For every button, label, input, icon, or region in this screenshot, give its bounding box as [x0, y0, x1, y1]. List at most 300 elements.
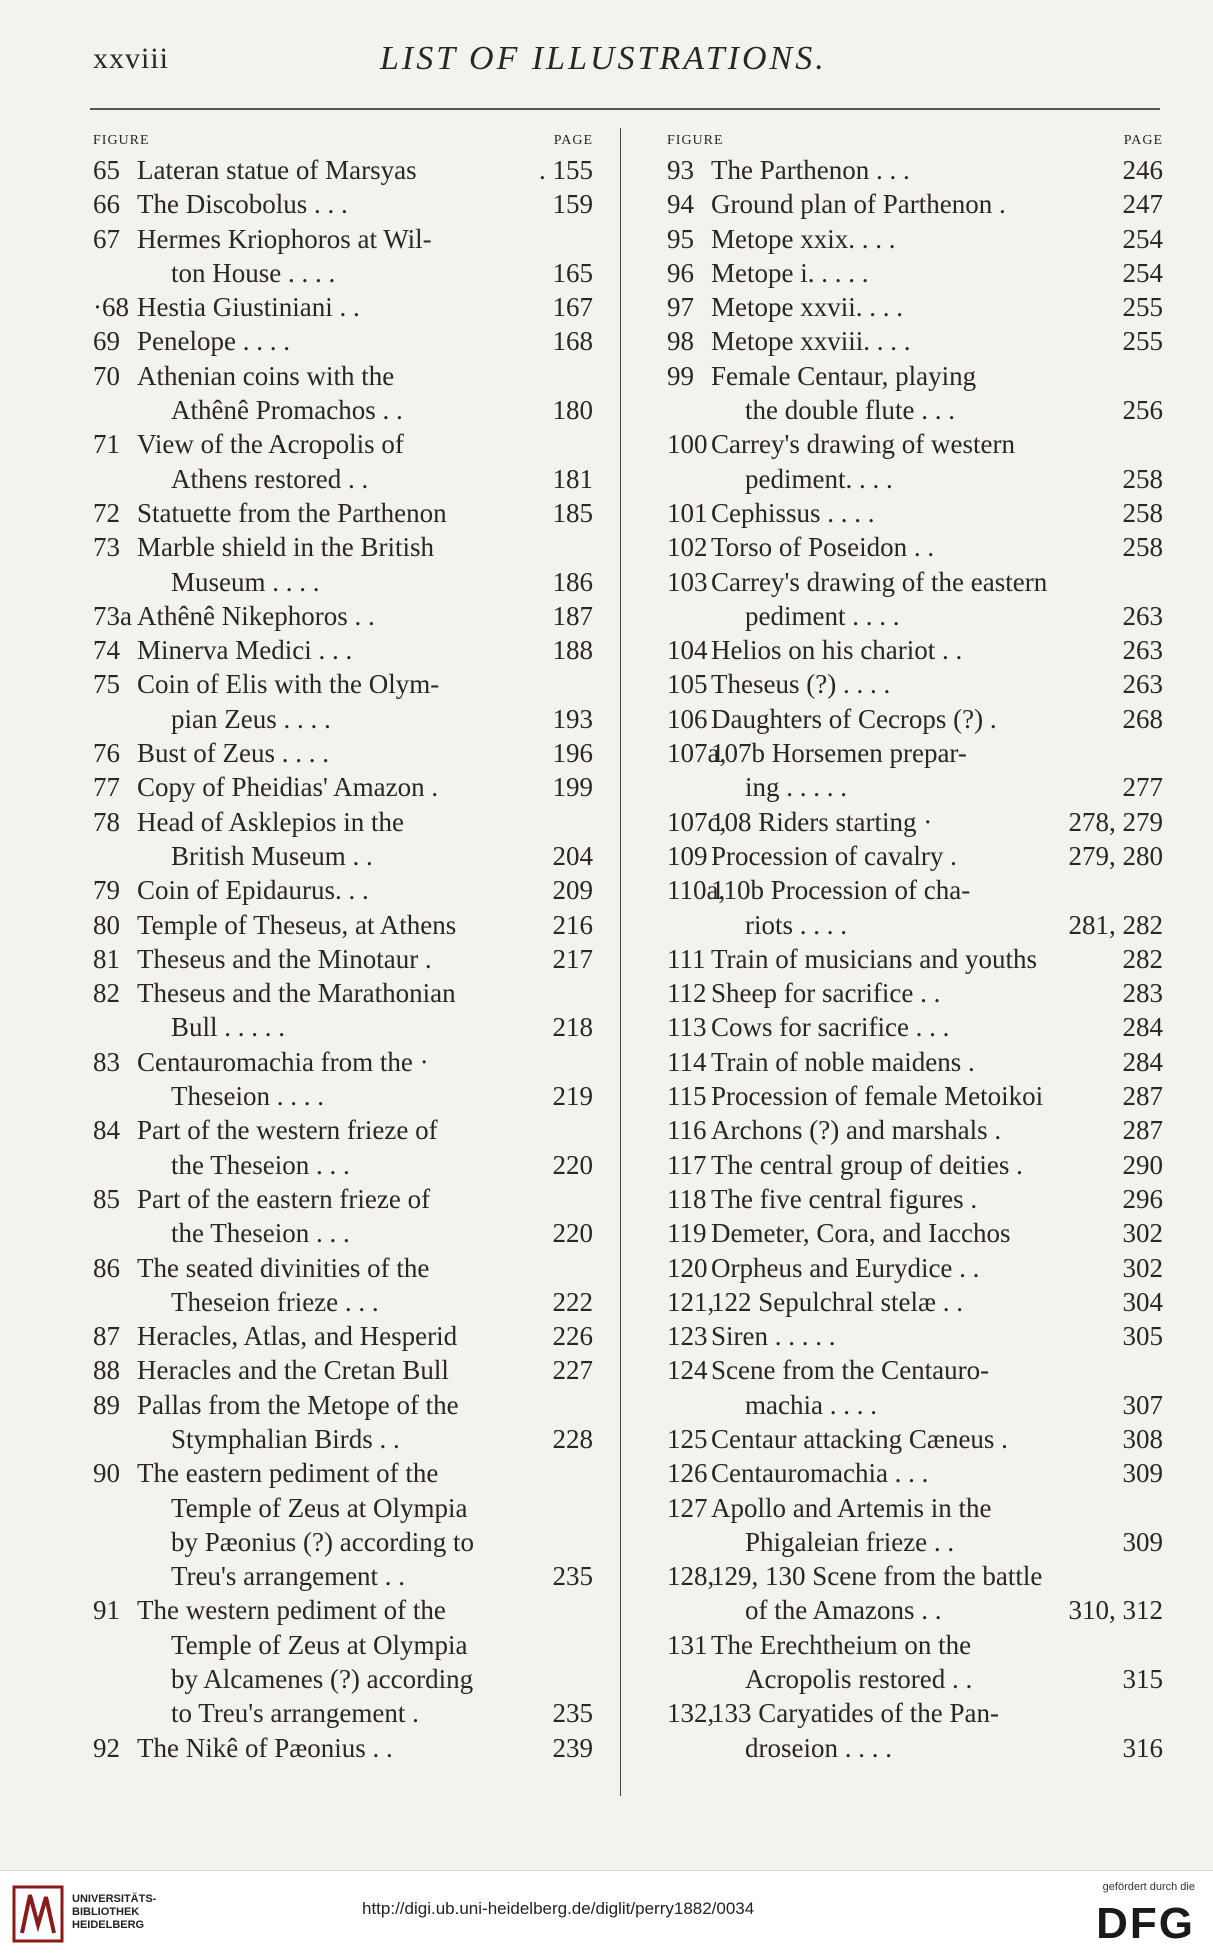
- page-reference: 239: [552, 1732, 593, 1763]
- figure-number: 78: [93, 806, 120, 837]
- list-entry-line: [93, 873, 593, 907]
- list-entry-line: [93, 565, 593, 599]
- funding-note: gefördert durch die: [1102, 1881, 1195, 1893]
- figure-number: 112: [667, 978, 707, 1009]
- figure-caption: Phigaleian frieze . .: [745, 1526, 955, 1557]
- list-entry-line: [667, 1285, 1163, 1319]
- list-entry-line: [667, 702, 1163, 736]
- figure-number: ·68: [93, 292, 129, 323]
- figure-number: 67: [93, 223, 120, 254]
- page-reference: 235: [552, 1561, 593, 1592]
- page-reference: . 155: [539, 155, 593, 185]
- page-reference: 304: [1122, 1286, 1163, 1317]
- list-entry-line: [667, 770, 1163, 804]
- figure-caption: Orpheus and Eurydice . .: [711, 1252, 980, 1283]
- figure-caption: The Discobolus . . .: [137, 189, 348, 220]
- page-heading: PAGE: [553, 133, 593, 148]
- figure-number: [93, 1491, 137, 1525]
- list-entry-line: [667, 633, 1163, 667]
- page-reference: 254: [1122, 257, 1163, 288]
- list-entry-line: [667, 565, 1163, 599]
- figure-caption: Athênê Promachos . .: [171, 395, 403, 426]
- figure-caption: Procession of cavalry .: [711, 840, 957, 871]
- list-entry-line: [667, 187, 1163, 221]
- figure-caption: Athens restored . .: [171, 463, 369, 494]
- figure-caption: Carrey's drawing of the eastern: [711, 566, 1048, 597]
- list-entry-line: [667, 222, 1163, 256]
- figure-caption: the Theseion . . .: [171, 1218, 350, 1249]
- figure-caption: 122 Sepulchral stelæ . .: [711, 1286, 963, 1317]
- page-reference: 310, 312: [1068, 1595, 1163, 1626]
- figure-number: 100: [667, 429, 708, 460]
- figure-number: 83: [93, 1046, 120, 1077]
- list-entry-line: [93, 427, 593, 461]
- figure-number: [93, 1525, 137, 1559]
- figure-caption: Athênê Nikephoros . .: [137, 600, 375, 631]
- figure-number: 90: [93, 1458, 120, 1489]
- figure-number: [667, 462, 711, 496]
- page-reference: 308: [1122, 1423, 1163, 1454]
- figure-number: 69: [93, 326, 120, 357]
- page-reference: 263: [1122, 600, 1163, 631]
- figure-caption: Stymphalian Birds . .: [171, 1423, 400, 1454]
- page-reference: 222: [552, 1286, 593, 1317]
- figure-caption: Apollo and Artemis in the: [711, 1492, 992, 1523]
- figure-caption: The Nikê of Pæonius . .: [137, 1732, 393, 1763]
- list-entry-line: [93, 1456, 593, 1490]
- figure-caption: Temple of Theseus, at Athens: [137, 909, 457, 940]
- figure-number: 70: [93, 360, 120, 391]
- running-title: LIST OF ILLUSTRATIONS.: [380, 40, 827, 77]
- figure-number: [93, 839, 137, 873]
- figure-number: 82: [93, 978, 120, 1009]
- list-entry-line: [667, 1113, 1163, 1147]
- right-column-header: [667, 133, 1163, 153]
- page-reference: 247: [1122, 189, 1163, 220]
- figure-number: [667, 1593, 711, 1627]
- list-entry-line: [93, 805, 593, 839]
- figure-number: 116: [667, 1115, 707, 1146]
- figure-caption: Theseion frieze . . .: [171, 1286, 379, 1317]
- page-reference: 186: [552, 566, 593, 597]
- figure-number: [93, 1628, 137, 1662]
- list-entry-line: [93, 1353, 593, 1387]
- list-entry-line: [93, 187, 593, 221]
- list-entry-line: [93, 256, 593, 290]
- page-reference: 217: [552, 943, 593, 974]
- figure-caption: The eastern pediment of the: [137, 1458, 439, 1489]
- list-entry-line: [667, 427, 1163, 461]
- figure-caption: 133 Caryatides of the Pan-: [711, 1698, 999, 1729]
- list-entry-line: [667, 359, 1163, 393]
- figure-number: [93, 1079, 137, 1113]
- figure-number: 105: [667, 669, 708, 700]
- list-entry-line: [93, 1491, 593, 1525]
- figure-number: 124: [667, 1355, 708, 1386]
- university-library-logo-icon: [12, 1885, 64, 1943]
- list-entry-line: [667, 462, 1163, 496]
- left-column-header: [93, 133, 593, 153]
- page-reference: 209: [552, 875, 593, 906]
- page-reference: 188: [552, 635, 593, 666]
- column-divider: [620, 128, 621, 1796]
- page-reference: 302: [1122, 1218, 1163, 1249]
- figure-number: [93, 393, 137, 427]
- list-entry-line: [93, 1319, 593, 1353]
- figure-number: 98: [667, 326, 694, 357]
- figure-caption: Demeter, Cora, and Iacchos: [711, 1218, 1011, 1249]
- figure-number: [93, 1422, 137, 1456]
- figure-number: [93, 256, 137, 290]
- figure-caption: Minerva Medici . . .: [137, 635, 353, 666]
- page-reference: 284: [1122, 1046, 1163, 1077]
- figure-caption: Part of the western frieze of: [137, 1115, 438, 1146]
- figure-number: [667, 1731, 711, 1765]
- figure-number: 132,: [667, 1698, 715, 1729]
- figure-number: 111: [667, 943, 706, 974]
- list-entry-line: [93, 462, 593, 496]
- page-reference: 277: [1122, 772, 1163, 803]
- figure-number: 85: [93, 1183, 120, 1214]
- list-entry-line: [93, 324, 593, 358]
- figure-caption: Marble shield in the British: [137, 532, 434, 563]
- list-entry-line: [667, 599, 1163, 633]
- figure-number: [93, 1010, 137, 1044]
- figure-number: 99: [667, 360, 694, 391]
- figure-number: 81: [93, 943, 120, 974]
- figure-caption: Athenian coins with the: [137, 360, 395, 391]
- figure-number: [93, 462, 137, 496]
- figure-caption: The Parthenon . . .: [711, 155, 910, 185]
- figure-caption: riots . . . .: [745, 909, 848, 940]
- figure-caption: Lateran statue of Marsyas: [137, 155, 417, 185]
- figure-caption: British Museum . .: [171, 840, 373, 871]
- figure-number: 75: [93, 669, 120, 700]
- list-entry-line: [667, 530, 1163, 564]
- figure-caption: pediment . . . .: [745, 600, 900, 631]
- figure-caption: Coin of Epidaurus. . .: [137, 875, 369, 906]
- figure-caption: The seated divinities of the: [137, 1252, 430, 1283]
- figure-caption: Copy of Pheidias' Amazon .: [137, 772, 439, 803]
- list-entry-line: [93, 359, 593, 393]
- figure-number: 79: [93, 875, 120, 906]
- figure-number: 118: [667, 1183, 707, 1214]
- figure-caption: 107b Horsemen prepar-: [711, 738, 967, 769]
- figure-caption: The central group of deities .: [711, 1149, 1023, 1180]
- figure-number: 73a: [93, 600, 132, 631]
- list-entry-line: [93, 1662, 593, 1696]
- page-reference: 181: [552, 463, 593, 494]
- list-entry-line: [667, 908, 1163, 942]
- figure-number: 96: [667, 257, 694, 288]
- page-reference: 199: [552, 772, 593, 803]
- figure-caption: Pallas from the Metope of the: [137, 1389, 459, 1420]
- figure-number: [93, 702, 137, 736]
- figure-caption: Theseion . . . .: [171, 1081, 324, 1112]
- list-entry-line: [667, 1079, 1163, 1113]
- figure-caption: Torso of Poseidon . .: [711, 532, 935, 563]
- figure-number: 77: [93, 772, 120, 803]
- page-reference: 185: [552, 497, 593, 528]
- list-entry-line: [93, 908, 593, 942]
- list-entry-line: [93, 736, 593, 770]
- figure-caption: Train of musicians and youths: [711, 943, 1037, 974]
- page-reference: 282: [1122, 943, 1163, 974]
- figure-number: 117: [667, 1149, 707, 1180]
- list-entry-line: [667, 1491, 1163, 1525]
- page-reference: 287: [1122, 1081, 1163, 1112]
- list-entry-line: [93, 530, 593, 564]
- figure-number: 119: [667, 1218, 707, 1249]
- list-entry-line: [93, 1148, 593, 1182]
- figure-number: 91: [93, 1595, 120, 1626]
- figure-caption: Metope i. . . . .: [711, 257, 869, 288]
- page-reference: 256: [1122, 395, 1163, 426]
- list-entry-line: [93, 496, 593, 530]
- figure-number: 76: [93, 738, 120, 769]
- figure-number: [93, 1696, 137, 1730]
- figure-number: [667, 599, 711, 633]
- list-entry-line: [667, 1319, 1163, 1353]
- figure-number: 66: [93, 189, 120, 220]
- page-reference: 279, 280: [1068, 840, 1163, 871]
- page-reference: 263: [1122, 669, 1163, 700]
- list-entry-line: [667, 1662, 1163, 1696]
- list-entry-line: [93, 1113, 593, 1147]
- list-entry-line: [667, 1251, 1163, 1285]
- list-entry-line: [93, 599, 593, 633]
- page-reference: 309: [1122, 1458, 1163, 1489]
- figure-caption: Siren . . . . .: [711, 1321, 836, 1352]
- figure-number: [667, 1525, 711, 1559]
- figure-caption: Theseus (?) . . . .: [711, 669, 891, 700]
- page-reference: 216: [552, 909, 593, 940]
- figure-number: 121,: [667, 1286, 715, 1317]
- page-reference: 281, 282: [1068, 909, 1163, 940]
- list-entry-line: [93, 1079, 593, 1113]
- page-reference: 287: [1122, 1115, 1163, 1146]
- list-entry-line: [93, 153, 593, 187]
- page-reference: 315: [1122, 1664, 1163, 1695]
- page-reference: 283: [1122, 978, 1163, 1009]
- figure-number: 102: [667, 532, 708, 563]
- list-entry-line: [667, 256, 1163, 290]
- page-number: xxviii: [93, 42, 170, 75]
- list-entry-line: [93, 839, 593, 873]
- page-reference: 204: [552, 840, 593, 871]
- figure-number: 110a,: [667, 875, 726, 906]
- figure-caption: Centaur attacking Cæneus .: [711, 1423, 1008, 1454]
- figure-number: [93, 1148, 137, 1182]
- figure-number: [667, 393, 711, 427]
- figure-heading: FIGURE: [667, 133, 724, 148]
- figure-number: 73: [93, 532, 120, 563]
- list-entry-line: [667, 1593, 1163, 1627]
- list-entry-line: [667, 1628, 1163, 1662]
- figure-caption: Archons (?) and marshals .: [711, 1115, 1002, 1146]
- figure-number: 95: [667, 223, 694, 254]
- figure-caption: Temple of Zeus at Olympia: [171, 1492, 468, 1523]
- figure-caption: Metope xxix. . . .: [711, 223, 896, 254]
- figure-number: 126: [667, 1458, 708, 1489]
- figure-caption: Part of the eastern frieze of: [137, 1183, 431, 1214]
- page-reference: 258: [1122, 463, 1163, 494]
- page-heading: PAGE: [1123, 133, 1163, 148]
- figure-caption: the double flute . . .: [745, 395, 955, 426]
- figure-caption: Theseus and the Minotaur .: [137, 943, 432, 974]
- figure-number: [93, 565, 137, 599]
- figure-caption: Centauromachia from the ·: [137, 1046, 429, 1077]
- page-reference: 219: [552, 1081, 593, 1112]
- source-url-link[interactable]: http://digi.ub.uni-heidelberg.de/diglit/perry1882/0034: [362, 1899, 755, 1918]
- page-reference: 278, 279: [1068, 806, 1163, 837]
- figure-caption: Daughters of Cecrops (?) .: [711, 703, 997, 734]
- page-reference: 296: [1122, 1183, 1163, 1214]
- page-reference: 193: [552, 703, 593, 734]
- list-entry-line: [667, 1148, 1163, 1182]
- list-entry-line: [667, 1422, 1163, 1456]
- list-entry-line: [93, 633, 593, 667]
- page-reference: 316: [1122, 1732, 1163, 1763]
- figure-caption: Coin of Elis with the Olym-: [137, 669, 440, 700]
- figure-caption: by Pæonius (?) according to: [171, 1526, 474, 1557]
- page-reference: 305: [1122, 1321, 1163, 1352]
- figure-caption: Helios on his chariot . .: [711, 635, 963, 666]
- figure-caption: Head of Asklepios in the: [137, 806, 404, 837]
- figure-caption: The western pediment of the: [137, 1595, 446, 1626]
- right-entries: [667, 153, 1163, 1765]
- right-column: [667, 133, 1163, 1765]
- figure-number: 84: [93, 1115, 120, 1146]
- list-entry-line: [93, 290, 593, 324]
- figure-number: 72: [93, 497, 120, 528]
- figure-caption: Ground plan of Parthenon .: [711, 189, 1006, 220]
- figure-number: 127: [667, 1492, 708, 1523]
- figure-caption: Museum . . . .: [171, 566, 320, 597]
- list-entry-line: [667, 873, 1163, 907]
- list-entry-line: [93, 1731, 593, 1765]
- list-entry-line: [667, 1731, 1163, 1765]
- figure-number: 107c,: [667, 806, 727, 837]
- figure-caption: by Alcamenes (?) according: [171, 1664, 474, 1695]
- figure-number: 128,: [667, 1561, 715, 1592]
- page-reference: 220: [552, 1149, 593, 1180]
- figure-caption: droseion . . . .: [745, 1732, 892, 1763]
- figure-caption: Hestia Giustiniani . .: [137, 292, 360, 323]
- figure-caption: ing . . . . .: [745, 772, 848, 803]
- figure-number: 93: [667, 155, 694, 185]
- list-entry-line: [93, 1182, 593, 1216]
- page-reference: 268: [1122, 703, 1163, 734]
- list-entry-line: [667, 805, 1163, 839]
- list-entry-line: [667, 290, 1163, 324]
- list-entry-line: [667, 976, 1163, 1010]
- figure-caption: of the Amazons . .: [745, 1595, 942, 1626]
- page-reference: 254: [1122, 223, 1163, 254]
- figure-number: 88: [93, 1355, 120, 1386]
- figure-number: 89: [93, 1389, 120, 1420]
- page-reference: 263: [1122, 635, 1163, 666]
- page-reference: 246: [1122, 155, 1163, 185]
- figure-number: 115: [667, 1081, 707, 1112]
- list-entry-line: [667, 839, 1163, 873]
- figure-caption: Hermes Kriophoros at Wil-: [137, 223, 432, 254]
- figure-caption: Train of noble maidens .: [711, 1046, 975, 1077]
- list-entry-line: [667, 1388, 1163, 1422]
- page-reference: 284: [1122, 1012, 1163, 1043]
- figure-caption: Heracles and the Cretan Bull: [137, 1355, 449, 1386]
- figure-caption: machia . . . .: [745, 1389, 877, 1420]
- list-entry-line: [93, 393, 593, 427]
- figure-number: 103: [667, 566, 708, 597]
- figure-caption: Theseus and the Marathonian: [137, 978, 456, 1009]
- figure-caption: pian Zeus . . . .: [171, 703, 331, 734]
- figure-number: [667, 1388, 711, 1422]
- page-reference: 196: [552, 738, 593, 769]
- list-entry-line: [93, 1010, 593, 1044]
- figure-number: 120: [667, 1252, 708, 1283]
- page-reference: 235: [552, 1698, 593, 1729]
- figure-caption: Metope xxviii. . . .: [711, 326, 911, 357]
- figure-caption: Acropolis restored . .: [745, 1664, 973, 1695]
- page-reference: 218: [552, 1012, 593, 1043]
- page-reference: 227: [552, 1355, 593, 1386]
- figure-caption: Penelope . . . .: [137, 326, 290, 357]
- figure-number: [93, 1216, 137, 1250]
- figure-caption: Centauromachia . . .: [711, 1458, 929, 1489]
- page-reference: 258: [1122, 497, 1163, 528]
- page-reference: 167: [552, 292, 593, 323]
- list-entry-line: [667, 1182, 1163, 1216]
- figure-number: 97: [667, 292, 694, 323]
- list-entry-line: [93, 1559, 593, 1593]
- list-entry-line: [667, 736, 1163, 770]
- list-entry-line: [93, 1285, 593, 1319]
- list-entry-line: [93, 1696, 593, 1730]
- list-entry-line: [93, 942, 593, 976]
- header-rule: [90, 108, 1160, 110]
- figure-caption: Carrey's drawing of western: [711, 429, 1016, 460]
- figure-number: 125: [667, 1423, 708, 1454]
- figure-caption: to Treu's arrangement .: [171, 1698, 419, 1729]
- list-entry-line: [667, 1216, 1163, 1250]
- list-entry-line: [667, 667, 1163, 701]
- figure-heading: FIGURE: [93, 133, 150, 148]
- page-reference: 159: [552, 189, 593, 220]
- list-entry-line: [667, 1525, 1163, 1559]
- figure-number: 101: [667, 497, 708, 528]
- list-entry-line: [667, 1559, 1163, 1593]
- figure-caption: The five central figures .: [711, 1183, 978, 1214]
- page-reference: 187: [552, 600, 593, 631]
- figure-caption: Female Centaur, playing: [711, 360, 977, 391]
- figure-caption: The Erechtheium on the: [711, 1629, 972, 1660]
- list-entry-line: [667, 496, 1163, 530]
- list-entry-line: [667, 153, 1163, 187]
- figure-number: 74: [93, 635, 120, 666]
- figure-number: 94: [667, 189, 694, 220]
- figure-caption: Metope xxvii. . . .: [711, 292, 903, 323]
- figure-caption: the Theseion . . .: [171, 1149, 350, 1180]
- figure-number: [667, 1662, 711, 1696]
- figure-number: 113: [667, 1012, 707, 1043]
- list-entry-line: [93, 1593, 593, 1627]
- figure-caption: Scene from the Centauro-: [711, 1355, 990, 1386]
- list-entry-line: [93, 976, 593, 1010]
- page-reference: 180: [552, 395, 593, 426]
- institution-name: UNIVERSITÄTS- BIBLIOTHEK HEIDELBERG: [72, 1893, 157, 1931]
- page-reference: 255: [1122, 326, 1163, 357]
